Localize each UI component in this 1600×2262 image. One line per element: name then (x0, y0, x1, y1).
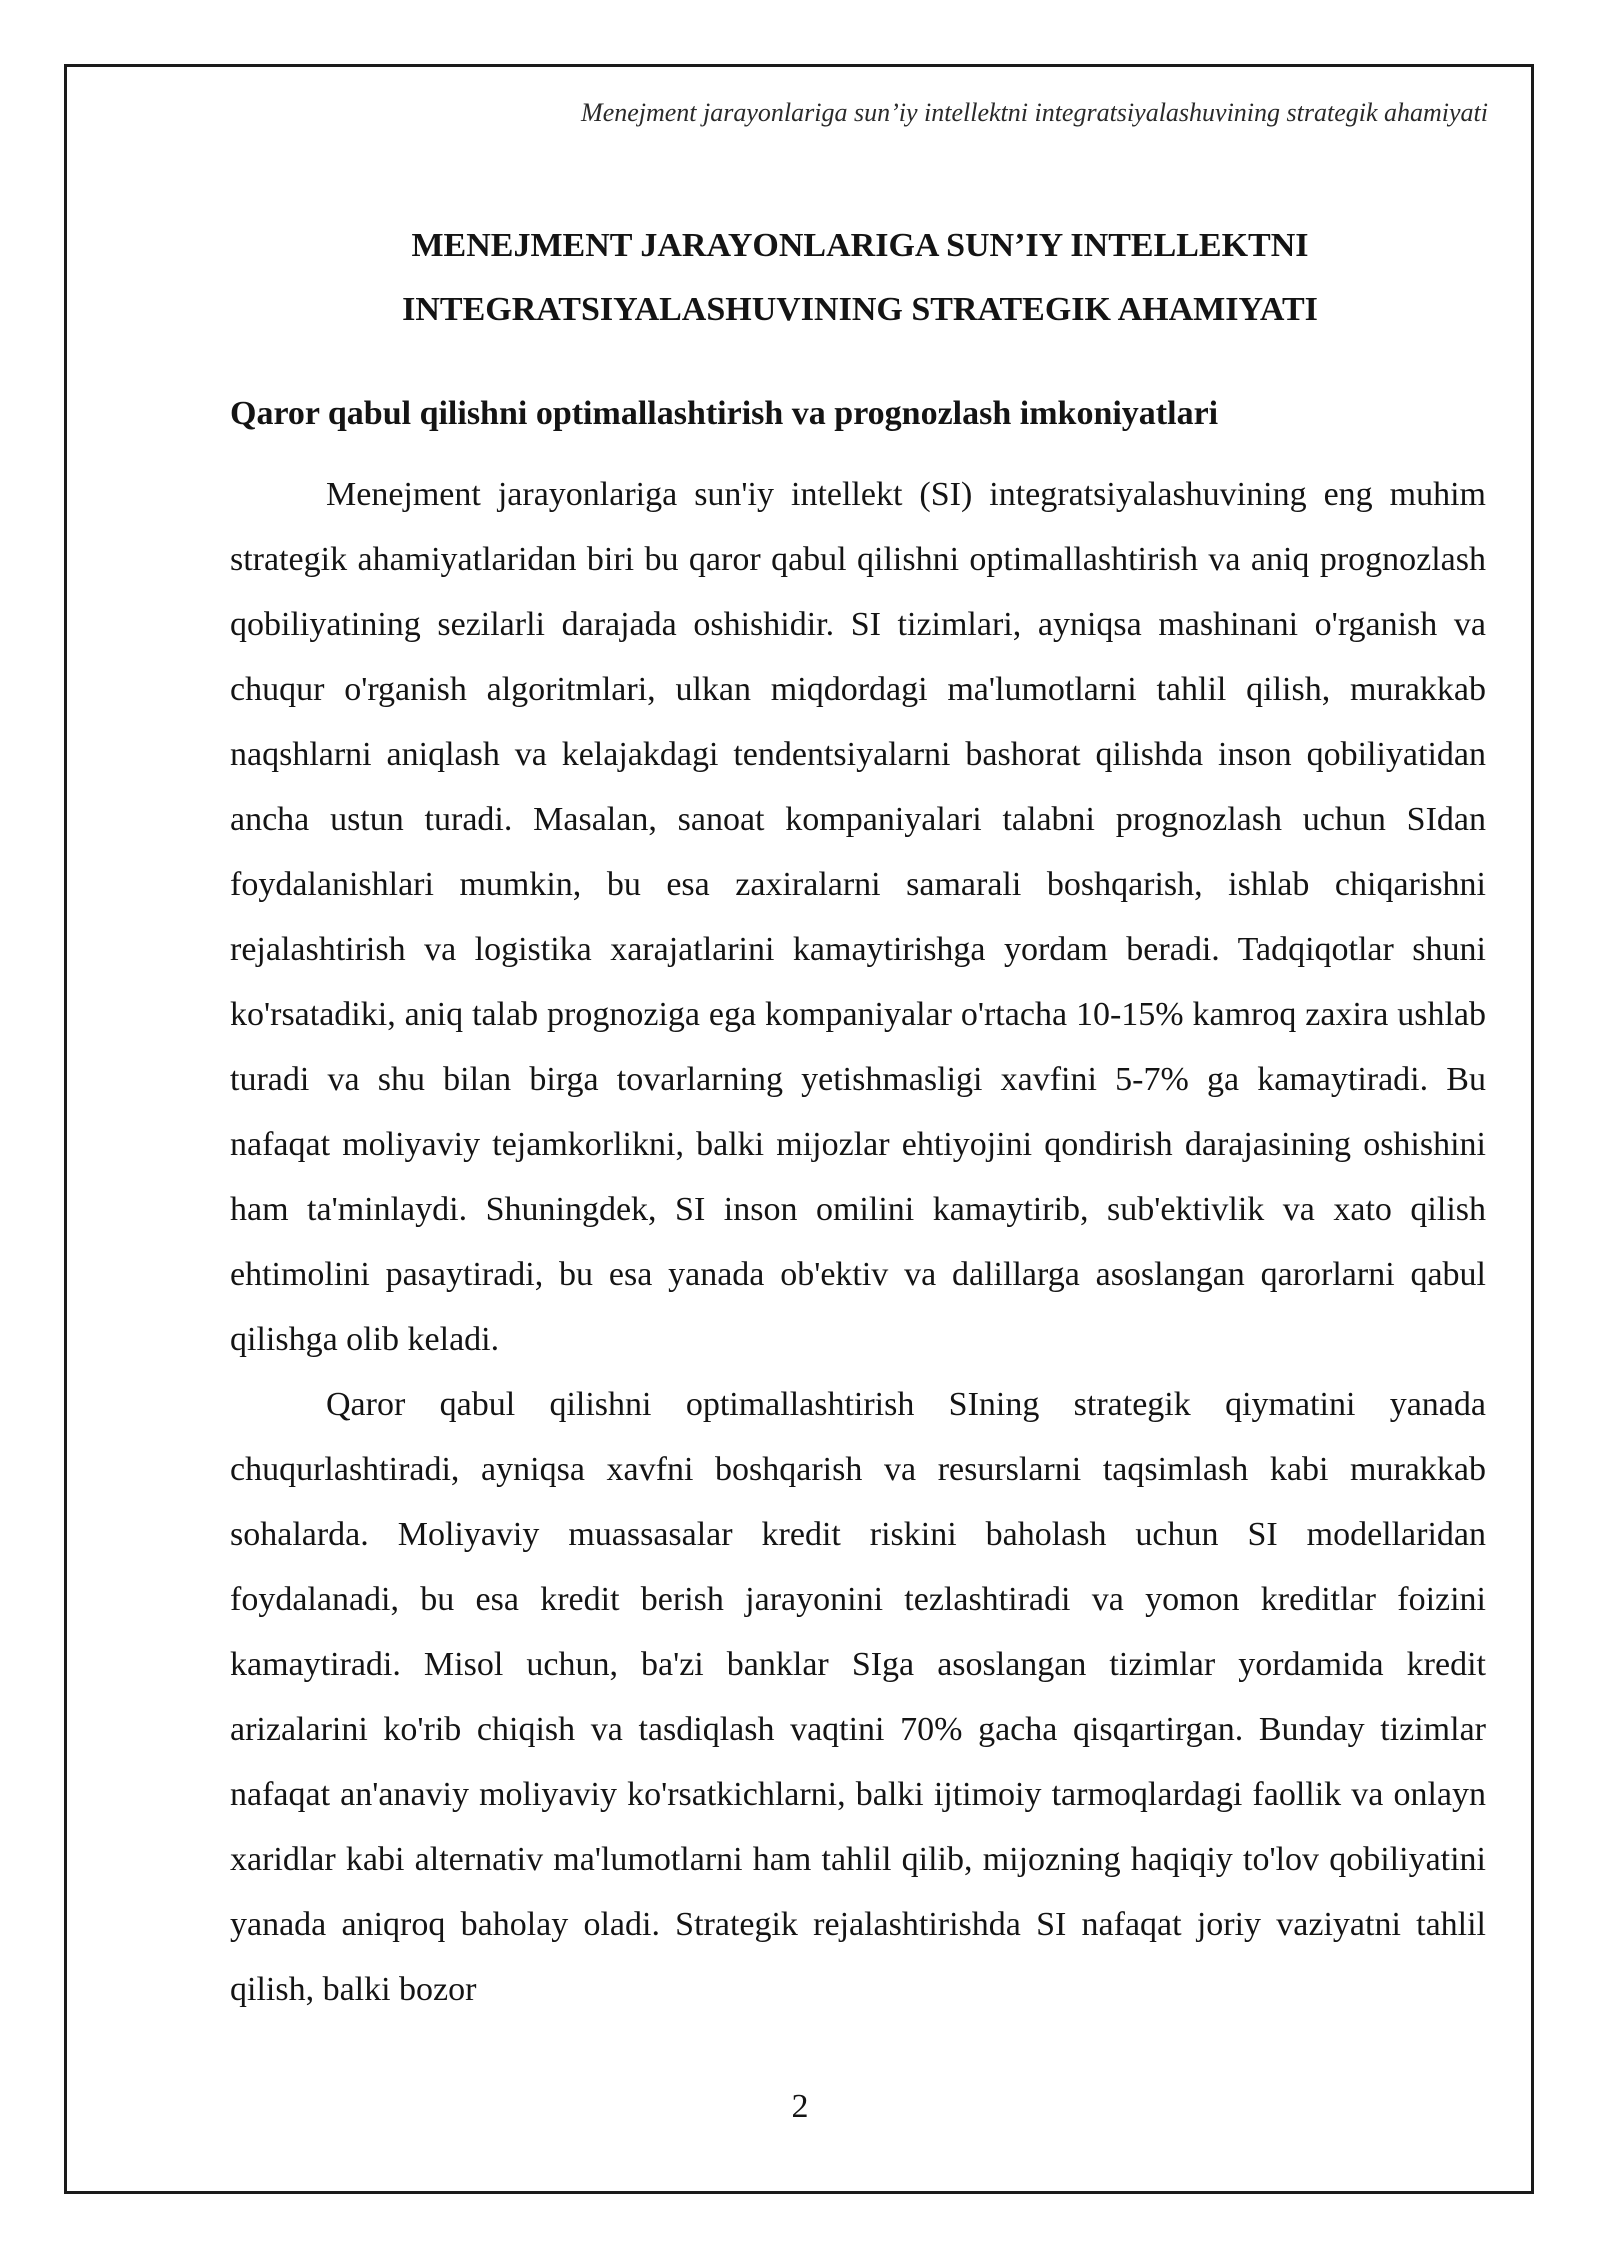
section-heading: Qaror qabul qilishni optimallashtirish va prognozlash imkoniyatlari (230, 395, 1219, 432)
title-line-1: MENEJMENT JARAYONLARIGA SUN’IY INTELLEKTNI (411, 227, 1309, 264)
running-header: Menejment jarayonlariga sun’iy intellektni integratsiyalashuvining strategik ahamiyati (581, 98, 1488, 127)
page-number: 2 (791, 2088, 809, 2125)
title-line-2: INTEGRATSIYALASHUVINING STRATEGIK AHAMIYATI (402, 291, 1318, 328)
paragraph-1: Menejment jarayonlariga sun'iy intellekt (SI) integratsiyalashuvining eng muhim strategik ahamiyatlaridan biri bu qaror qabul qilishni optimallashtirish va aniq prognozlash qobiliyatining sezilarli darajada oshishidir. SI tizimlari, ayniqsa mashinani o'rganish va chuqur o'rganish algoritmlari, ulkan miqdordagi ma'lumotlarni tahlil qilish, murakkab naqshlarni aniqlash va kelajakdagi tendentsiyalarni bashorat qilishda inson qobiliyatidan ancha ustun turadi. Masalan, sanoat kompaniyalari talabni prognozlash uchun SIdan foydalanishlari mumkin, bu esa zaxiralarni samarali boshqarish, ishlab chiqarishni rejalashtirish va logistika xarajatlarini kamaytirishga yordam beradi. Tadqiqotlar shuni ko'rsatadiki, aniq talab prognoziga ega kompaniyalar o'rtacha 10-15% kamroq zaxira ushlab turadi va shu bilan birga tovarlarning yetishmasligi xavfini 5-7% ga kamaytiradi. Bu nafaqat moliyaviy tejamkorlikni, balki mijozlar ehtiyojini qondirish darajasining oshishini ham ta'minlaydi. Shuningdek, SI inson omilini kamaytirib, sub'ektivlik va xato qilish ehtimolini pasaytiradi, bu esa yanada ob'ektiv va dalillarga asoslangan qarorlarni qabul qilishga olib keladi. (230, 476, 1486, 1358)
paragraph-2: Qaror qabul qilishni optimallashtirish SIning strategik qiymatini yanada chuqurlashtiradi, ayniqsa xavfni boshqarish va resurslarni taqsimlash kabi murakkab sohalarda. Moliyaviy muassasalar kredit riskini baholash uchun SI modellaridan foydalanadi, bu esa kredit berish jarayonini tezlashtiradi va yomon kreditlar foizini kamaytiradi. Misol uchun, ba'zi banklar SIga asoslangan tizimlar yordamida kredit arizalarini ko'rib chiqish va tasdiqlash vaqtini 70% gacha qisqartirgan. Bunday tizimlar nafaqat an'anaviy moliyaviy ko'rsatkichlarni, balki ijtimoiy tarmoqlardagi faollik va onlayn xaridlar kabi alternativ ma'lumotlarni ham tahlil qilib, mijozning haqiqiy to'lov qobiliyatini yanada aniqroq baholay oladi. Strategik rejalashtirishda SI nafaqat joriy vaziyatni tahlil qilish, balki bozor (230, 1386, 1486, 2008)
document-title (230, 214, 1490, 342)
body-text (230, 462, 1486, 2022)
